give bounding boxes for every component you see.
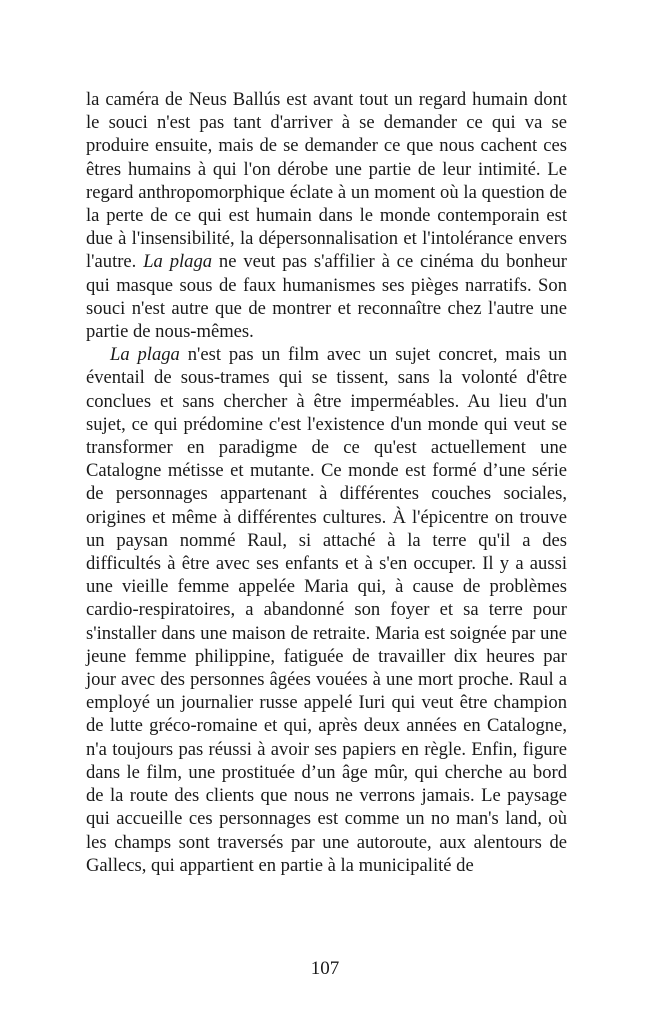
- film-title-italic: La plaga: [143, 251, 213, 273]
- body-text: [86, 88, 567, 877]
- paragraph-2: [86, 343, 567, 877]
- film-title-italic: La plaga: [110, 344, 180, 366]
- page-number: 107: [310, 958, 340, 979]
- paragraph-2-text: n'est pas un film avec un sujet concret, mais un éventail de sous-trames qui se tissent, sans la volonté d'être conclues et sans chercher à être imperméables. Au lieu d'un sujet, ce qui prédomine c'est l'existence d'un monde qui veut se transformer en paradigme de ce qu'est actuellement une Catalogne métisse et mutante. Ce monde est formé d’une série de personnages appartenant à différentes couches sociales, origines et même à différentes cultures. À l'épicentre on trouve un paysan nommé Raul, si attaché à la terre qu'il a des difficultés à être avec ses enfants et à s'en occuper. Il y a aussi une vieille femme appelée Maria qui, à cause de problèmes cardio-respiratoires, a abandonné son foyer et sa terre pour s'installer dans une maison de retraite. Maria est soignée par une jeune femme philippine, fatiguée de travailler dix heures par jour avec des personnes âgées vouées à une mort proche. Raul a employé un journalier russe appelé Iuri qui veut être champion de lutte gréco-romaine et qui, après deux années en Catalogne, n'a toujours pas réussi à avoir ses papiers en règle. Enfin, figure dans le film, une prostituée d’un âge mûr, qui cherche au bord de la route des clients que nous ne verrons jamais. Le paysage qui accueille ces personnages est comme un no man's land, où les champs sont traversés par une autoroute, aux alentours de Gallecs, qui appartient en partie à la municipalité de: [86, 344, 567, 876]
- paragraph-1: [86, 88, 567, 343]
- paragraph-1-text-start: la caméra de Neus Ballús est avant tout un regard humain dont le souci n'est pas tant d'arriver à se demander ce qui va se produire ensuite, mais de se demander ce que nous cachent ces êtres humains à qui l'on dérobe une partie de leur intimité. Le regard anthropomorphique éclate à un moment où la question de la perte de ce qui est humain dans le monde contemporain est due à l'insensibilité, la dépersonnalisation et l'intolérance envers l'autre.: [86, 89, 567, 273]
- paragraph-1-text-end: ne veut pas s'affilier à ce cinéma du bonheur qui masque sous de faux humanismes ses pièges narratifs. Son souci n'est autre que de montrer et reconnaître chez l'autre une partie de nous-mêmes.: [86, 251, 567, 343]
